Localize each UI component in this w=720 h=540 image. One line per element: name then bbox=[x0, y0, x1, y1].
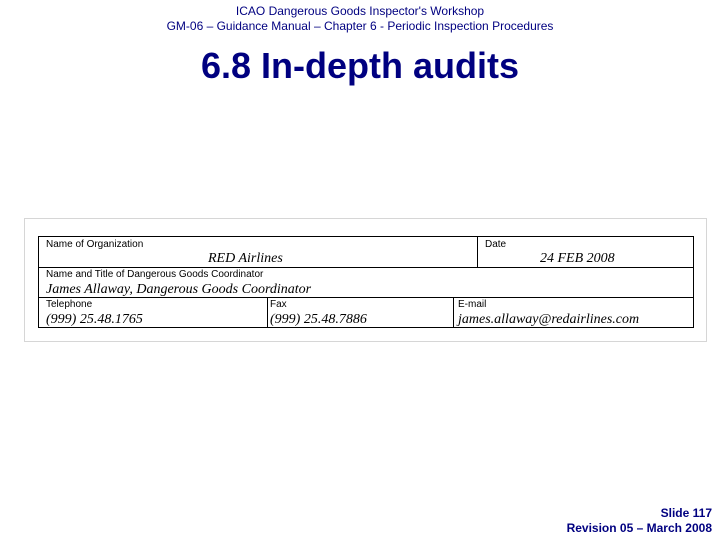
fax-label: Fax bbox=[270, 299, 287, 310]
fax-value: (999) 25.48.7886 bbox=[270, 312, 367, 327]
form-column-divider bbox=[477, 237, 478, 267]
telephone-label: Telephone bbox=[46, 299, 93, 310]
header-manual-reference: GM-06 – Guidance Manual – Chapter 6 - Periodic Inspection Procedures bbox=[166, 19, 554, 33]
form-row-divider bbox=[39, 297, 693, 298]
form-row-divider bbox=[39, 267, 693, 268]
coordinator-value: James Allaway, Dangerous Goods Coordinator bbox=[46, 282, 312, 297]
date-label: Date bbox=[485, 239, 507, 250]
coordinator-label: Name and Title of Dangerous Goods Coordinator bbox=[46, 269, 264, 280]
coordinator-form bbox=[38, 236, 694, 328]
form-column-divider bbox=[267, 297, 268, 328]
organization-label: Name of Organization bbox=[46, 239, 144, 250]
email-label: E-mail bbox=[458, 299, 487, 310]
slide-title: 6.8 In-depth audits bbox=[200, 45, 520, 86]
date-value: 24 FEB 2008 bbox=[540, 251, 615, 266]
form-column-divider bbox=[453, 297, 454, 328]
telephone-value: (999) 25.48.1765 bbox=[46, 312, 143, 327]
organization-value: RED Airlines bbox=[208, 251, 283, 266]
revision-info: Revision 05 – March 2008 bbox=[566, 521, 712, 535]
email-value: james.allaway@redairlines.com bbox=[458, 312, 640, 327]
slide-number: Slide 117 bbox=[660, 506, 712, 520]
header-workshop-title: ICAO Dangerous Goods Inspector's Workshop bbox=[235, 4, 485, 18]
